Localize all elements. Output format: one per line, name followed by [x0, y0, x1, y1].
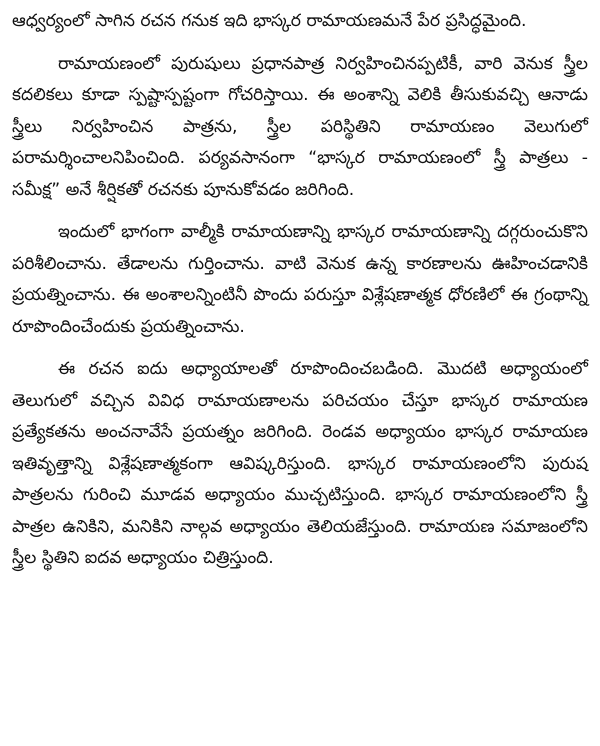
paragraph-female-characters-intro: రామాయణంలో పురుషులు ప్రధానపాత్ర నిర్వహించినప్పటికీ, వారి వెనుక స్త్రీల కదలికలు కూడా స్పష్టాస్పష్టంగా గోచరిస్తాయి. ఈ అంశాన్ని వెలికి తీసుకువచ్చి ఆనాడు స్త్రీలు నిర్వహించిన పాత్రను, స్త్రీల పరిస్థితిని రామాయణం వెలుగులో పరామర్శించాలనిపించింది. పర్యవసానంగా “భాస్కర రామాయణంలో స్త్రీ పాత్రలు - సమీక్ష” అనే శీర్షికతో రచనకు పూనుకోవడం జరిగింది. [12, 53, 588, 200]
paragraph-chapter-outline: ఈ రచన ఐదు అధ్యాయాలతో రూపొందించబడింది. మొదటి అధ్యాయంలో తెలుగులో వచ్చిన వివిధ రామాయణాలను పరిచయం చేస్తూ భాస్కర రామాయణ ప్రత్యేకతను అంచనావేసే ప్రయత్నం జరిగింది. రెండవ అధ్యాయం భాస్కర రామాయణ ఇతివృత్తాన్ని విశ్లేషణాత్మకంగా ఆవిష్కరిస్తుంది. భాస్కర రామాయణంలోని పురుష పాత్రలను గురించి మూడవ అధ్యాయం ముచ్చటిస్తుంది. భాస్కర రామాయణంలోని స్త్రీ పాత్రల ఉనికిని, మనికిని నాల్గవ అధ్యాయం తెలియజేస్తుంది. రామాయణ సమాజంలోని స్త్రీల స్థితిని ఐదవ అధ్యాయం చిత్రిస్తుంది. [12, 359, 588, 568]
paragraph-continuation: ఆధ్వర్యంలో సాగిన రచన గనుక ఇది భాస్కర రామాయణమనే పేర ప్రసిద్ధమైంది. [12, 11, 527, 31]
paragraph-comparison-method: ఇందులో భాగంగా వాల్మీకి రామాయణాన్ని భాస్కర రామాయణాన్ని దగ్గరుంచుకొని పరిశీలించాను. తేడాలను గుర్తించాను. వాటి వెనుక ఉన్న కారణాలను ఊహించడానికి ప్రయత్నించాను. ఈ అంశాలన్నింటినీ పొందు పరుస్తూ విశ్లేషణాత్మక ధోరణిలో ఈ గ్రంథాన్ని రూపొందించేందుకు ప్రయత్నించాను. [12, 222, 588, 337]
